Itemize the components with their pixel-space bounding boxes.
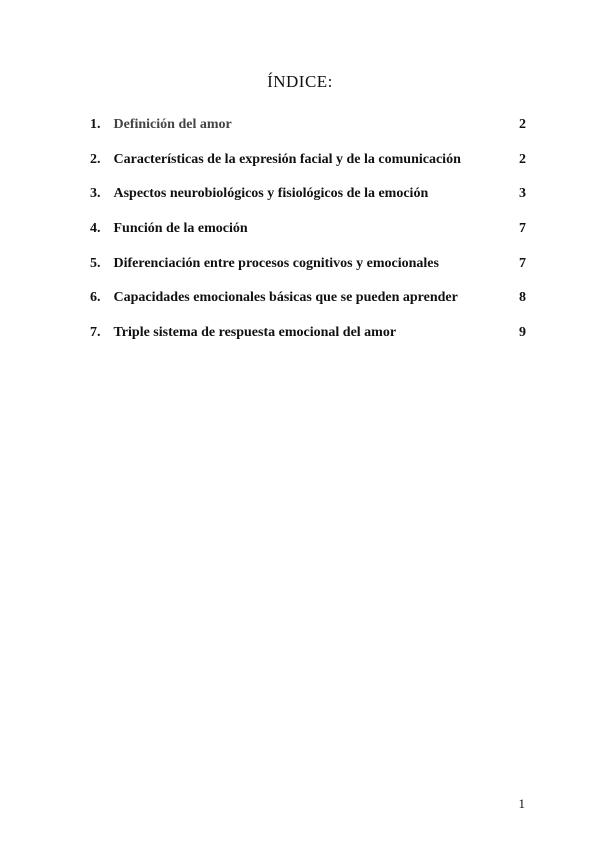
toc-entry-number: 5. [90, 255, 101, 271]
toc-title: ÍNDICE: [267, 72, 333, 91]
toc-entry-title: Función de la emoción [113, 221, 248, 237]
toc-entry [90, 185, 526, 220]
toc-list [90, 116, 526, 359]
toc-entry-number: 4. [90, 221, 101, 237]
toc-entry [90, 151, 526, 186]
toc-entry-number: 1. [90, 117, 101, 132]
toc-entry [90, 116, 526, 151]
toc-entry-number: 7. [90, 325, 101, 341]
toc-entry-page: 7 [519, 221, 526, 237]
toc-entry-title: Definición del amor [113, 117, 232, 132]
toc-entry-page: 8 [519, 290, 526, 306]
toc-entry-number: 3. [90, 186, 101, 202]
toc-entry-page: 2 [519, 151, 526, 167]
toc-entry-page: 3 [519, 186, 526, 202]
toc-entry-number: 6. [90, 290, 101, 306]
toc-entry [90, 255, 526, 290]
toc-entry-page: 9 [519, 325, 526, 341]
toc-entry-title: Capacidades emocionales básicas que se pueden aprender [113, 290, 458, 306]
toc-entry-title: Triple sistema de respuesta emocional del amor [113, 325, 397, 341]
toc-entry-title: Características de la expresión facial y de la comunicación [113, 151, 461, 167]
toc-entry-title: Diferenciación entre procesos cognitivos y emocionales [113, 255, 439, 271]
toc-entry-number: 2. [90, 151, 101, 167]
toc-entry [90, 324, 526, 359]
page-number: 1 [518, 796, 525, 811]
toc-entry-page: 7 [519, 255, 526, 271]
toc-entry-title: Aspectos neurobiológicos y fisiológicos de la emoción [113, 186, 429, 202]
toc-entry [90, 220, 526, 255]
toc-entry [90, 289, 526, 324]
toc-entry-page: 2 [519, 117, 526, 132]
